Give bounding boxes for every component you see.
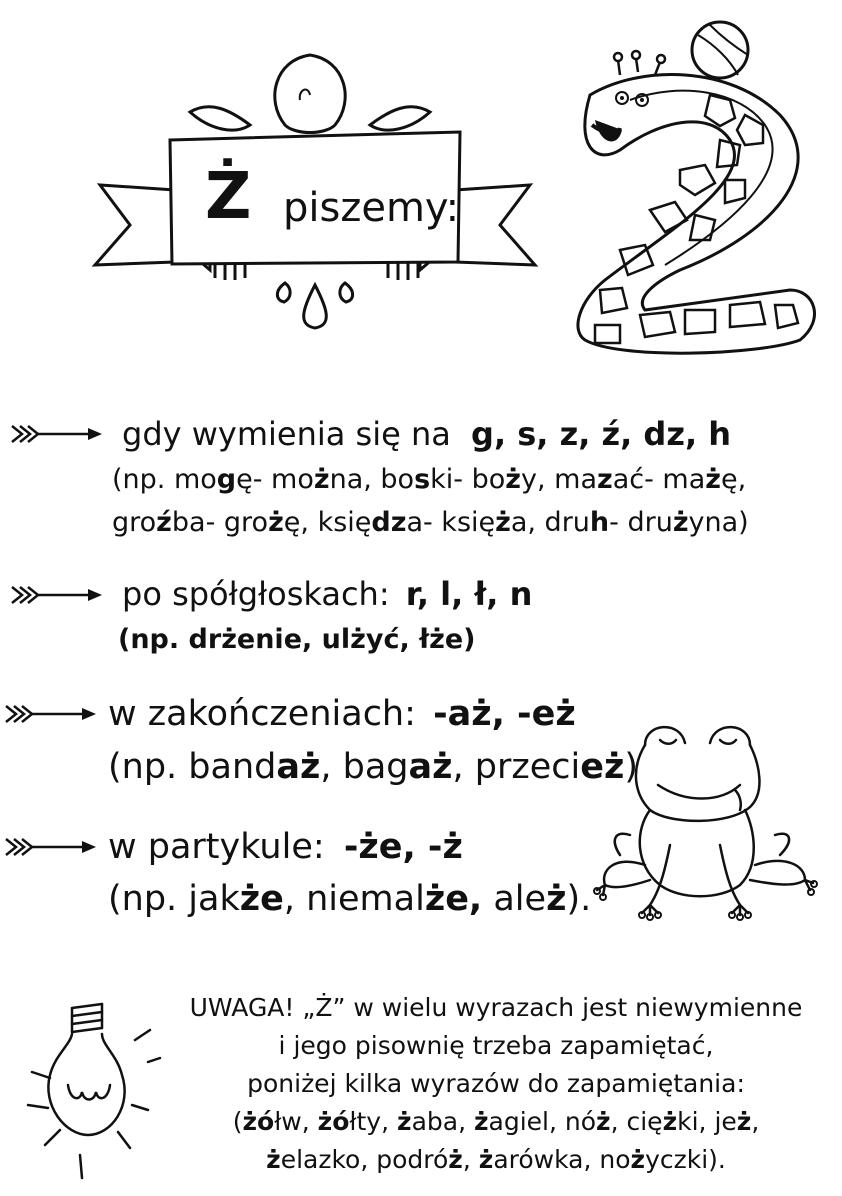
rule-1-examples-line-2: groźba- grożę, księdza- księża, druh- drużyna) (112, 507, 749, 538)
rule-3-heading (108, 692, 576, 736)
rule-3-letters: -aż, -eż (433, 694, 576, 734)
frog-illustration (590, 715, 820, 930)
arrow-icon (10, 423, 105, 445)
rule-4-heading (108, 825, 463, 869)
arrow-icon (10, 584, 105, 606)
rule-4-examples: (np. jakże, niemalże, ależ). (108, 879, 592, 919)
note-line-3: poniżej kilka wyrazów do zapamiętania: (247, 1069, 745, 1098)
rule-4-letters: -że, -ż (343, 827, 463, 867)
rule-1-letters: g, s, z, ź, dz, h (471, 415, 732, 453)
lightbulb-icon (10, 1000, 170, 1185)
title-letter: Ż (205, 160, 252, 234)
rule-1-heading (122, 414, 731, 454)
note-line-2: i jego pisownię trzeba zapamiętać, (278, 1031, 714, 1060)
rule-2-letters: r, l, ł, n (405, 575, 533, 613)
rule-2-lead: po spółgłoskach: (122, 575, 390, 613)
arrow-icon (4, 836, 99, 858)
note-line-1: UWAGA! „Ż” w wielu wyrazach jest niewymienne (189, 993, 803, 1022)
rule-3-lead: w zakończeniach: (108, 694, 416, 734)
giraffe-z-illustration (560, 20, 835, 360)
rule-1-examples-line-1: (np. mogę- można, boski- boży, mazać- mażę, (112, 464, 747, 495)
rule-3-examples: (np. bandaż, bagaż, przecież) (108, 747, 639, 787)
note-line-5: żelazko, podróż, żarówka, nożyczki). (266, 1145, 726, 1174)
rule-2-heading (122, 574, 532, 614)
rule-2-examples: (np. drżenie, ulżyć, łże) (118, 624, 476, 655)
title-word: piszemy: (283, 185, 460, 231)
arrow-icon (4, 703, 99, 725)
rule-4-lead: w partykule: (108, 827, 325, 867)
rule-1-lead: gdy wymienia się na (122, 415, 451, 453)
note-line-4: (żółw, żółty, żaba, żagiel, nóż, ciężki, jeż, (232, 1107, 760, 1136)
